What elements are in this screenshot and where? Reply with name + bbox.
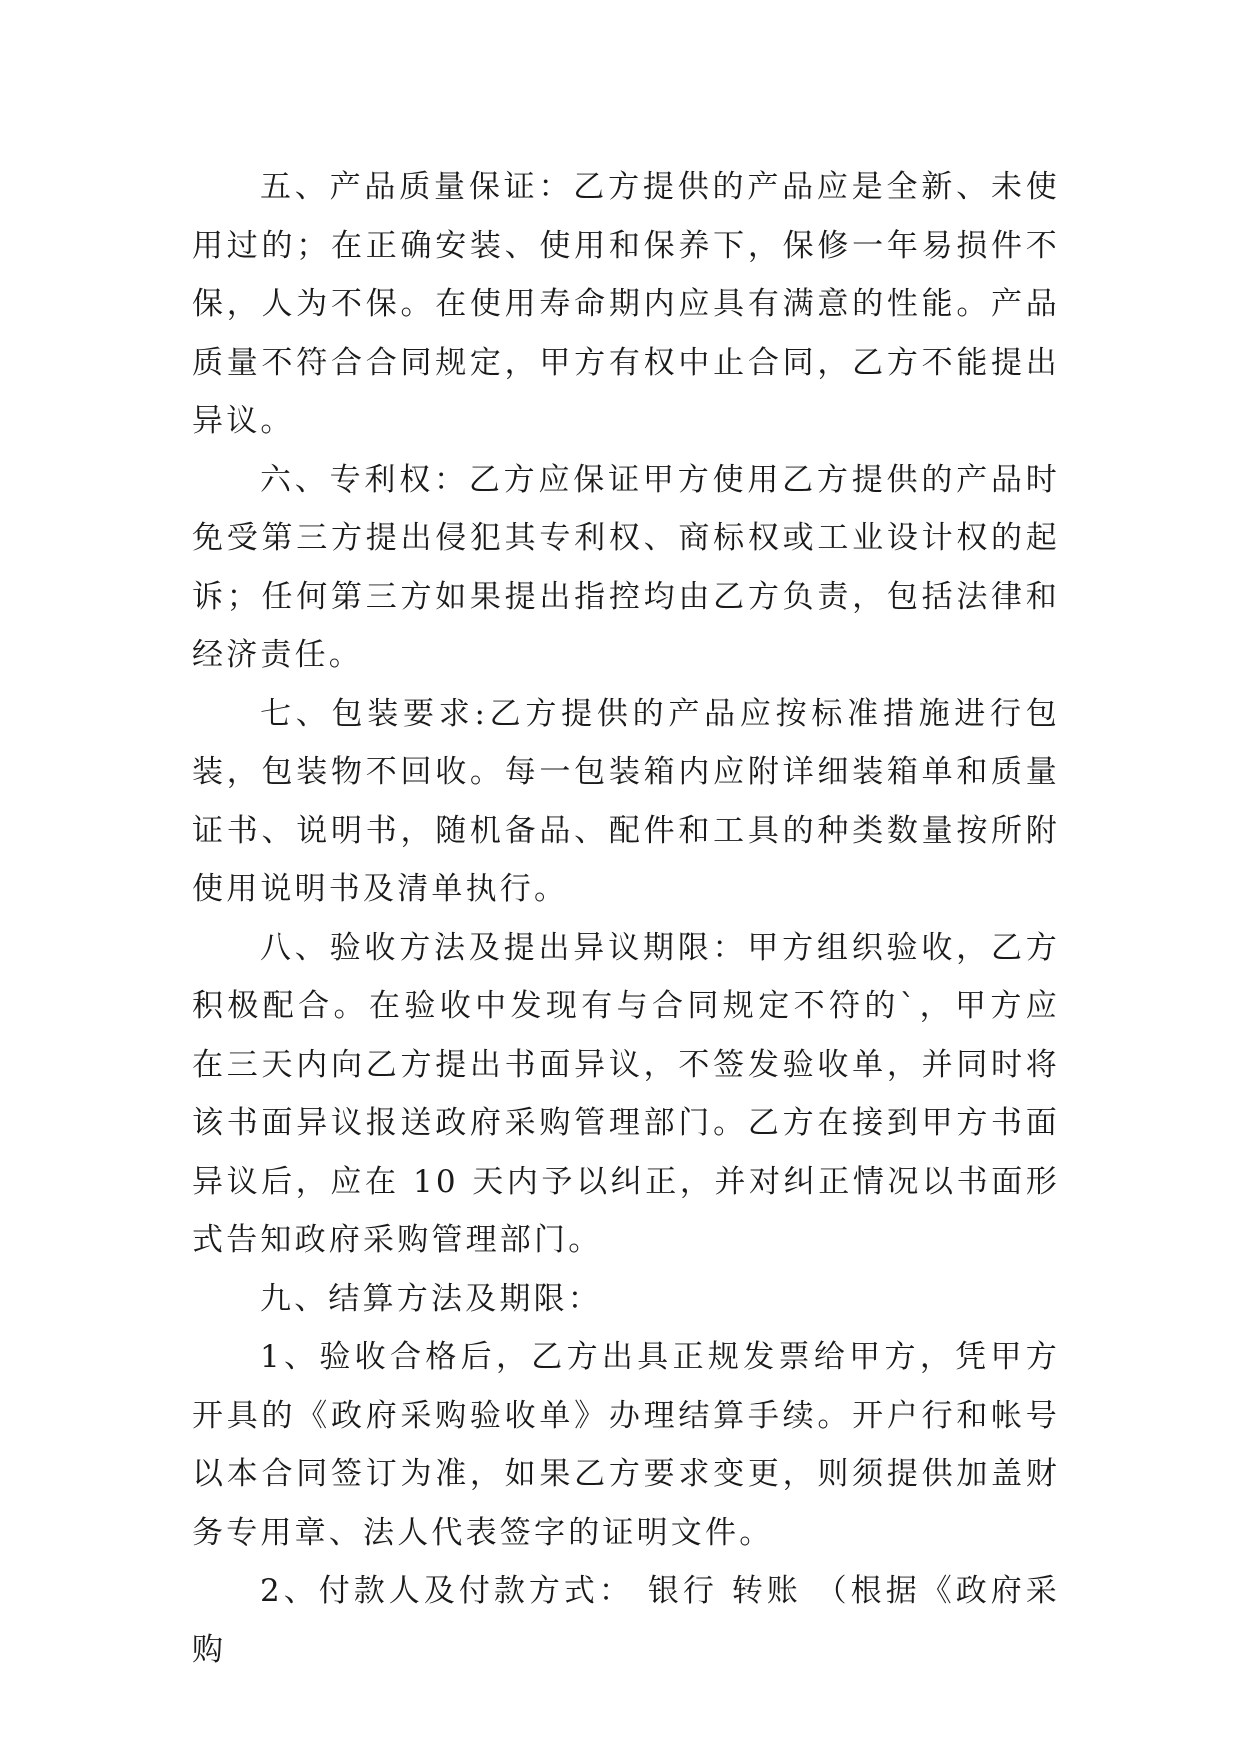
clause-acceptance: 八、验收方法及提出异议期限：甲方组织验收，乙方积极配合。在验收中发现有与合同规定不符的`，甲方应在三天内向乙方提出书面异议，不签发验收单，并同时将该书面异议报送政府采购管理部门。乙方在接到甲方书面异议后，应在 10 天内予以纠正，并对纠正情况以书面形式告知政府采购管理部门。 [192, 929, 1060, 1258]
clause-patent-rights: 六、专利权：乙方应保证甲方使用乙方提供的产品时免受第三方提出侵犯其专利权、商标权或工业设计权的起诉；任何第三方如果提出指控均由乙方负责，包括法律和经济责任。 [192, 461, 1060, 673]
clause-packaging: 七、包装要求:乙方提供的产品应按标准措施进行包装，包装物不回收。每一包装箱内应附详细装箱单和质量证书、说明书，随机备品、配件和工具的种类数量按所附使用说明书及清单执行。 [192, 695, 1060, 907]
document-body [192, 158, 1060, 1679]
clause-settlement-heading: 九、结算方法及期限： [260, 1280, 602, 1317]
clause-quality-guarantee: 五、产品质量保证：乙方提供的产品应是全新、未使用过的；在正确安装、使用和保养下，保修一年易损件不保，人为不保。在使用寿命期内应具有满意的性能。产品质量不符合合同规定，甲方有权中止合同，乙方不能提出异议。 [192, 169, 1060, 439]
clause-settlement-item-2: 2、付款人及付款方式： 银行 转账 （根据《政府采购 [192, 1573, 1060, 1668]
clause-settlement-item-1: 1、验收合格后，乙方出具正规发票给甲方，凭甲方开具的《政府采购验收单》办理结算手续。开户行和帐号以本合同签订为准，如果乙方要求变更，则须提供加盖财务专用章、法人代表签字的证明文件。 [192, 1339, 1060, 1551]
